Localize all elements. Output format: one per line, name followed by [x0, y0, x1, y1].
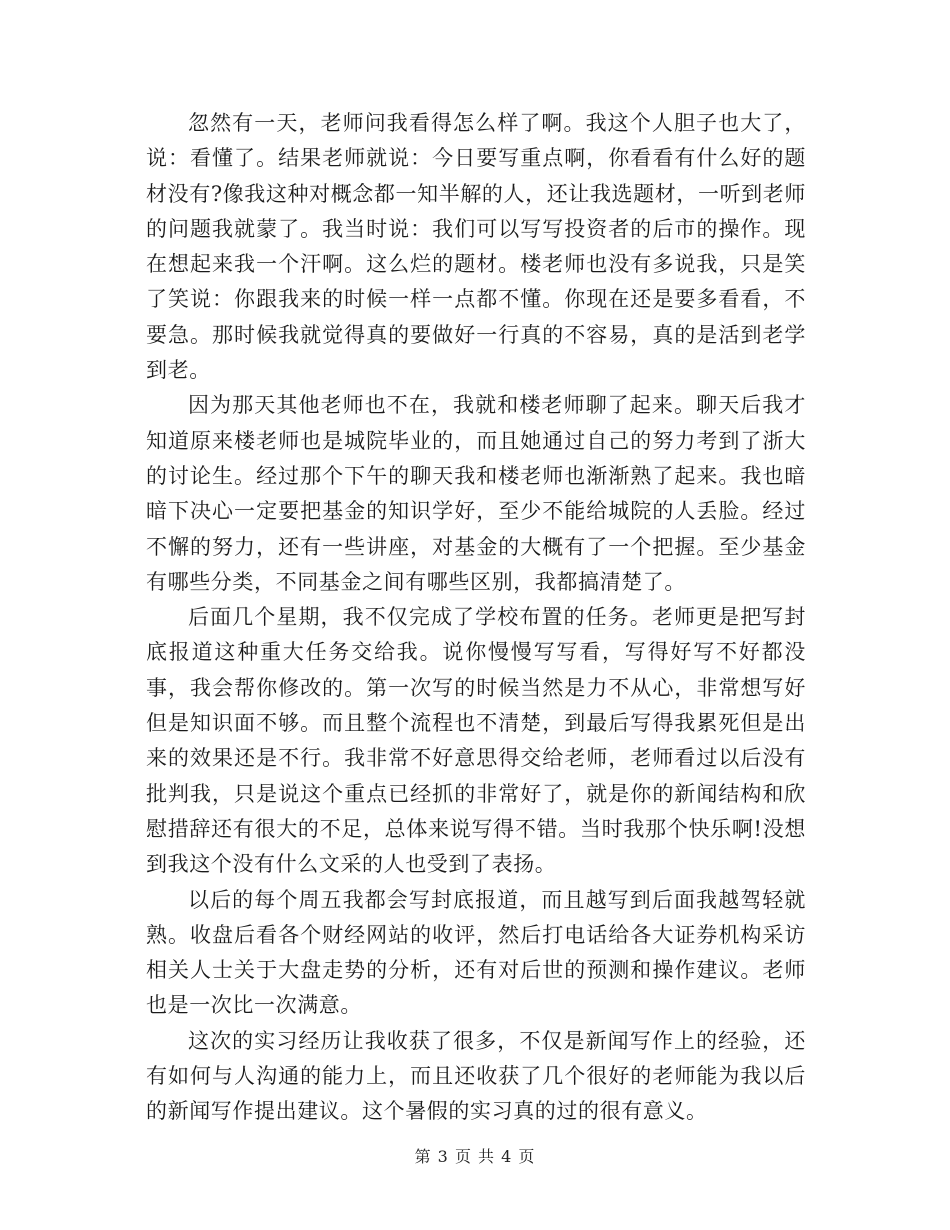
- document-body: [146, 106, 806, 1130]
- paragraph-3: 后面几个星期，我不仅完成了学校布置的任务。老师更是把写封底报道这种重大任务交给我。说你慢慢写写看，写得好写不好都没事，我会帮你修改的。第一次写的时候当然是力不从心，非常想写好但是知识面不够。而且整个流程也不清楚，到最后写得我累死但是出来的效果还是不行。我非常不好意思得交给老师，老师看过以后没有批判我，只是说这个重点已经抓的非常好了，就是你的新闻结构和欣慰措辞还有很大的不足，总体来说写得不错。当时我那个快乐啊!没想到我这个没有什么文采的人也受到了表扬。: [146, 605, 806, 877]
- page-number-footer: 第 3 页 共 4 页: [414, 1147, 536, 1166]
- paragraph-1: 忽然有一天，老师问我看得怎么样了啊。我这个人胆子也大了，说：看懂了。结果老师就说：今日要写重点啊，你看看有什么好的题材没有?像我这种对概念都一知半解的人，还让我选题材，一听到老师的问题我就蒙了。我当时说：我们可以写写投资者的后市的操作。现在想起来我一个汗啊。这么烂的题材。楼老师也没有多说我，只是笑了笑说：你跟我来的时候一样一点都不懂。你现在还是要多看看，不要急。那时候我就觉得真的要做好一行真的不容易，真的是活到老学到老。: [146, 111, 806, 383]
- paragraph-5: 这次的实习经历让我收获了很多，不仅是新闻写作上的经验，还有如何与人沟通的能力上，而且还收获了几个很好的老师能为我以后的新闻写作提出建议。这个暑假的实习真的过的很有意义。: [146, 1028, 806, 1124]
- paragraph-2: 因为那天其他老师也不在，我就和楼老师聊了起来。聊天后我才知道原来楼老师也是城院毕业的，而且她通过自己的努力考到了浙大的讨论生。经过那个下午的聊天我和楼老师也渐渐熟了起来。我也暗暗下决心一定要把基金的知识学好，至少不能给城院的人丢脸。经过不懈的努力，还有一些讲座，对基金的大概有了一个把握。至少基金有哪些分类，不同基金之间有哪些区别，我都搞清楚了。: [146, 393, 806, 594]
- paragraph-4: 以后的每个周五我都会写封底报道，而且越写到后面我越驾轻就熟。收盘后看各个财经网站的收评，然后打电话给各大证券机构采访相关人士关于大盘走势的分析，还有对后世的预测和操作建议。老师也是一次比一次满意。: [146, 887, 806, 1018]
